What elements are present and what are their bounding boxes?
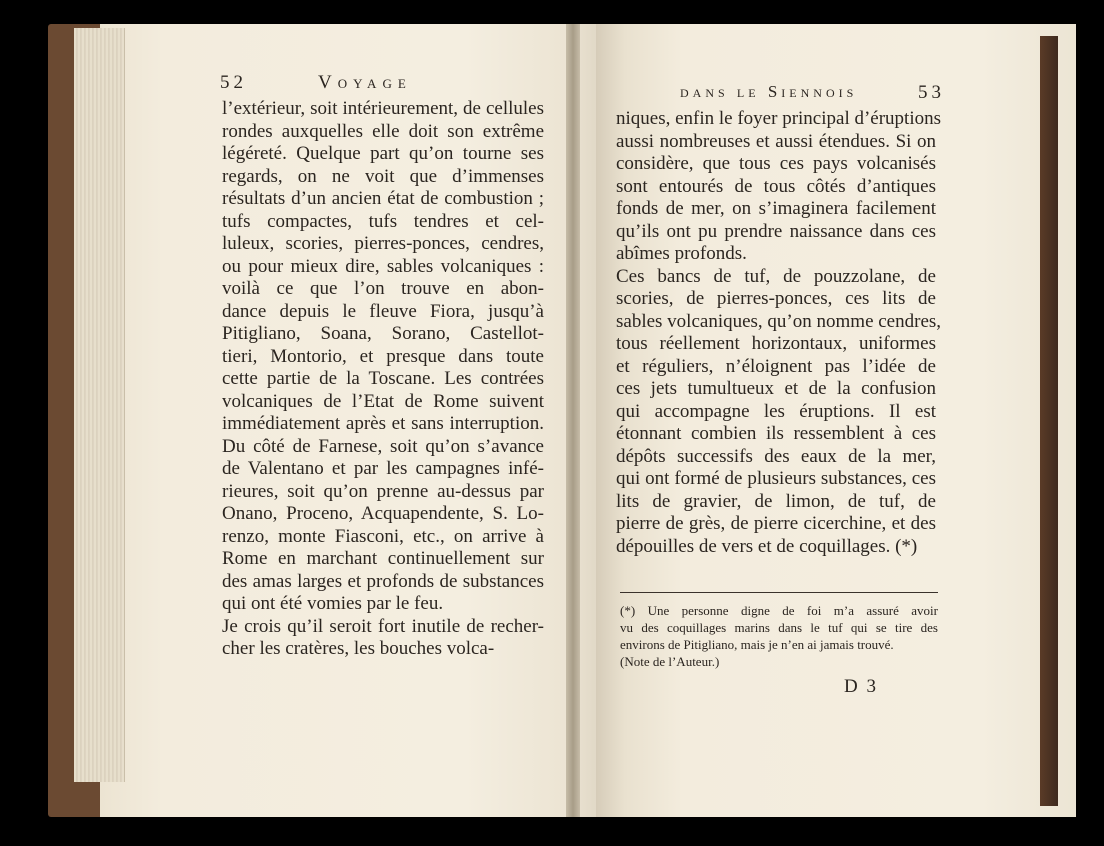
text-line: aussi nombreuses et aussi étendues. Si on [616,130,936,152]
text-line: cher les cratères, les bouches volca- [222,638,495,659]
book-cover-edge [1040,36,1058,806]
right-page-text [616,108,942,558]
text-line: qui ont formé de plusieurs substances, ces [616,468,936,489]
text-line: tous réellement horizontaux, uniformes [616,333,936,354]
left-running-head: Voyage [318,72,412,93]
text-line: légéreté. Quelque part qu’on tourne ses [222,143,544,164]
text-line: l’extérieur, soit intérieurement, de cellules [222,98,544,119]
footnote-line: (*) Une personne digne de foi m’a assuré avoir [620,603,938,618]
footnote-line: (Note de l’Auteur.) [620,654,720,669]
page-edges [74,28,125,782]
footnote-line: vu des coquillages marins dans le tuf qui se tire des [620,620,938,635]
text-line: Du côté de Farnese, soit qu’on s’avance [222,435,544,457]
text-line: sont entourés de tous côtés d’antiques [616,175,936,197]
footnote-rule [620,592,938,593]
book-gutter [566,24,580,817]
signature-mark: D 3 [844,676,878,697]
text-line: scories, de pierres-ponces, ces lits de [616,288,936,309]
text-line: pierre de grès, de pierre cicerchine, et des [616,513,936,534]
text-line: cette partie de la Toscane. Les contrées [222,368,544,389]
text-line: ou pour mieux dire, sables volcaniques : [222,255,544,277]
text-line: immédiatement après et sans interruption. [222,413,544,434]
text-line: abîmes profonds. [616,243,747,264]
text-line: considère, que tous ces pays volcanisés [616,153,936,174]
text-line: Onano, Proceno, Acquapendente, S. Lo- [222,503,544,524]
text-line: qui accompagne les éruptions. Il est [616,400,936,422]
text-line: résultats d’un ancien état de combustion ; [222,188,544,209]
footnote-line: environs de Pitigliano, mais je n’en ai jamais trouvé. [620,637,894,652]
text-line: Ces bancs de tuf, de pouzzolane, de [616,265,936,287]
text-line: dance depuis le fleuve Fiora, jusqu’à [222,300,544,322]
text-line: sables volcaniques, qu’on nomme cendres, [616,310,942,332]
right-page-number: 53 [918,82,945,103]
text-line: niques, enfin le foyer principal d’éruptions [616,108,942,129]
text-line: Rome en marchant continuellement sur [222,548,544,569]
text-line: Pitigliano, Soana, Sorano, Castellot- [222,323,544,344]
text-line: et réguliers, n’éloignent pas l’idée de [616,355,936,377]
text-line: fonds de mer, on s’imaginera facilement [616,198,936,219]
text-line: de Valentano et par les campagnes infé- [222,458,544,479]
text-line: étonnant combien ils ressemblent à ces [616,423,936,444]
text-line: qu’ils ont pu prendre naissance dans ces [616,220,936,242]
text-line: tieri, Montorio, et presque dans toute [222,345,544,367]
text-line: Je crois qu’il seroit fort inutile de recher- [222,615,544,637]
text-line: luleux, scories, pierres-ponces, cendres, [222,233,544,254]
text-line: renzo, monte Fiasconi, etc., on arrive à [222,525,544,547]
text-line: des amas larges et profonds de substances [222,570,544,592]
text-line: rieures, soit qu’on prenne au-dessus par [222,480,544,502]
text-line: qui ont été vomies par le feu. [222,593,444,614]
text-line: dépouilles de vers et de coquillages. (*) [616,535,918,557]
left-page-number: 52 [220,72,247,93]
text-line: tufs compactes, tufs tendres et cel- [222,210,544,232]
text-line: ces jets tumultueux et de la confusion [616,378,936,399]
text-line: lits de gravier, de limon, de tuf, de [616,490,936,512]
text-line: volcaniques de l’Etat de Rome suivent [222,390,544,412]
right-running-head: dans le Siennois [680,82,858,101]
footnote [620,602,938,670]
text-line: dépôts successifs des eaux de la mer, [616,445,936,467]
text-line: regards, on ne voit que d’immenses [222,165,544,187]
left-page-text [222,98,544,661]
text-line: rondes auxquelles elle doit son extrême [222,120,544,142]
text-line: voilà ce que l’on trouve en abon- [222,278,544,299]
